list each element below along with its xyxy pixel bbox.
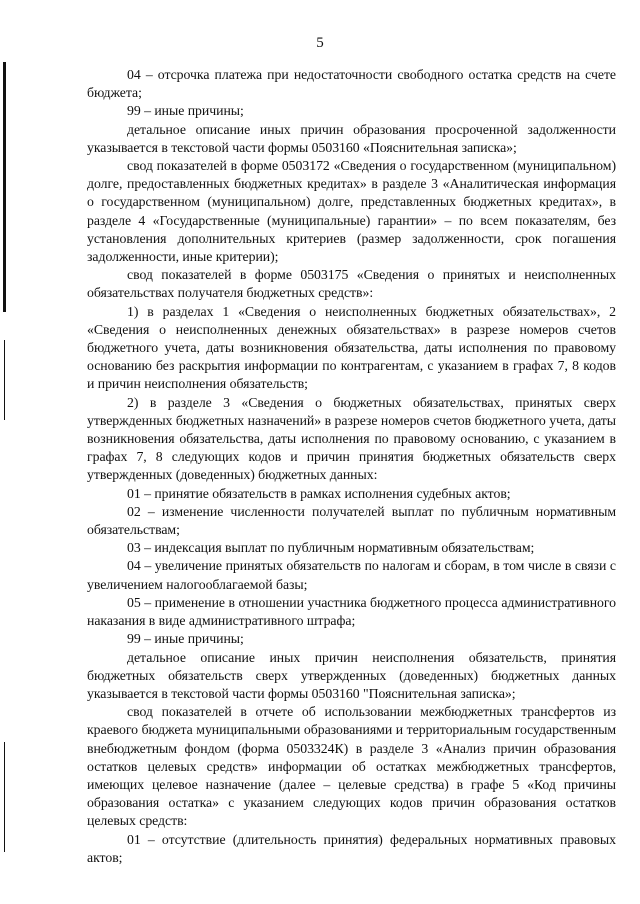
document-body [87, 66, 616, 867]
paragraph: 99 – иные причины; [127, 103, 244, 119]
paragraph: детальное описание иных причин неисполнения обязательств, принятия бюджетных обязательств сверх утвержденных (доведенных) бюджетных данных указывается в текстовой части формы 0503160 "Пояснительная записка»; [87, 649, 616, 701]
scan-edge-mark [3, 62, 6, 312]
paragraph: свод показателей в форме 0503172 «Сведения о государственном (муниципальном) долге, предоставленных бюджетных кредитах» в разделе 3 «Аналитическая информация о государственном (муниципальном) долге, представленных бюджетных кредитах», в разделе 4 «Государственные (муниципальные) гарантии» – по всем показателям, без установления дополнительных критериев (размер задолженности, срок погашения задолженности, иные критерии); [87, 158, 616, 265]
paragraph: 2) в разделе 3 «Сведения о бюджетных обязательствах, принятых сверх утвержденных бюджетных назначений» в разрезе номеров счетов бюджетного учета, даты возникновения обязательства, даты исполнения по правовому основанию, с указанием в графах 7, 8 следующих кодов и причин принятия бюджетных обязательств сверх утвержденных (доведенных) бюджетных данных: [87, 394, 616, 483]
paragraph: свод показателей в форме 0503175 «Сведения о принятых и неисполненных обязательствах получателя бюджетных средств»: [87, 267, 616, 301]
paragraph: свод показателей в отчете об использовании межбюджетных трансфертов из краевого бюджета муниципальными образованиями и территориальным государственным внебюджетным фондом (форма 0503324К) в разделе 3 «Анализ причин образования остатков целевых средств» информации об остатках межбюджетных трансфертов, имеющих целевое назначение (далее – целевые средства) в графе 5 «Код причины образования остатка» с указанием следующих кодов причин образования остатков целевых средств: [87, 704, 616, 829]
paragraph: 01 – принятие обязательств в рамках исполнения судебных актов; [127, 485, 511, 501]
scan-edge-mark [4, 340, 5, 420]
paragraph: 1) в разделах 1 «Сведения о неисполненных бюджетных обязательствах», 2 «Сведения о неисполненных денежных обязательствах» в разрезе номеров счетов бюджетного учета, даты возникновения обязательства, даты исполнения по правовому основанию без раскрытия информации по контрагентам, с указанием в графах 7, 8 кодов и причин неисполнения обязательств; [87, 303, 616, 392]
paragraph: 04 – отсрочка платежа при недостаточности свободного остатка средств на счете бюджета; [87, 67, 616, 101]
paragraph: 04 – увеличение принятых обязательств по налогам и сборам, в том числе в связи с увеличением налогооблагаемой базы; [87, 558, 616, 592]
paragraph: 01 – отсутствие (длительность принятия) федеральных нормативных правовых актов; [87, 831, 616, 865]
scan-edge-mark [4, 742, 5, 852]
paragraph: 05 – применение в отношении участника бюджетного процесса административного наказания в виде административного штрафа; [87, 594, 616, 629]
paragraph: 02 – изменение численности получателей выплат по публичным нормативным обязательствам; [87, 503, 616, 538]
paragraph: 99 – иные причины; [127, 631, 244, 647]
paragraph: 03 – индексация выплат по публичным нормативным обязательствам; [127, 540, 535, 556]
paragraph: детальное описание иных причин образования просроченной задолженности указывается в текстовой части формы 0503160 «Пояснительная записка»; [87, 121, 616, 155]
page-number: 5 [316, 35, 324, 51]
